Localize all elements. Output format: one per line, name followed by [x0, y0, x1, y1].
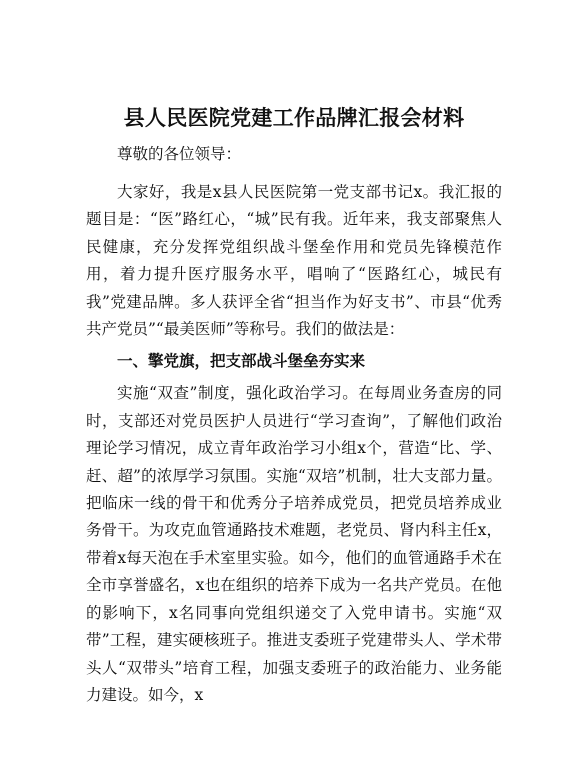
document-title: 县人民医院党建工作品牌汇报会材料: [123, 105, 465, 130]
intro-paragraph: 大家好，我是x县人民医院第一党支部书记x。我汇报的题目是：“医”路红心，“城”民有我。近年来，我支部聚焦人民健康，充分发挥党组织战斗堡垒作用和党员先锋模范作用，着力提升医疗服务水平，唱响了“医路红心，城民有我”党建品牌。多人获评全省“担当作为好支书”、市县“优秀共产党员”“最美医师”等称号。我们的做法是：: [86, 183, 502, 339]
section-1-body: 实施“双查”制度，强化政治学习。在每周业务查房的同时，支部还对党员医护人员进行“学习查询”，了解他们政治理论学习情况，成立青年政治学习小组x个，营造“比、学、赶、超”的浓厚学习氛围。实施“双培”机制，壮大支部力量。把临床一线的骨干和优秀分子培养成党员，把党员培养成业务骨干。为攻克血管通路技术难题，老党员、肾内科主任x，带着x每天泡在手术室里实验。如今，他们的血管通路手术在全市享誉盛名，x也在组织的培养下成为一名共产党员。在他的影响下，x名同事向党组织递交了入党申请书。实施“双带”工程，建实硬核班子。推进支委班子党建带头人、学术带头人“双带头”培育工程，加强支委班子的政治能力、业务能力建设。如今，x: [86, 384, 502, 704]
greeting: 尊敬的各位领导：: [117, 145, 242, 163]
section-heading-1: 一、擎党旗，把支部战斗堡垒夯实来: [117, 351, 366, 371]
